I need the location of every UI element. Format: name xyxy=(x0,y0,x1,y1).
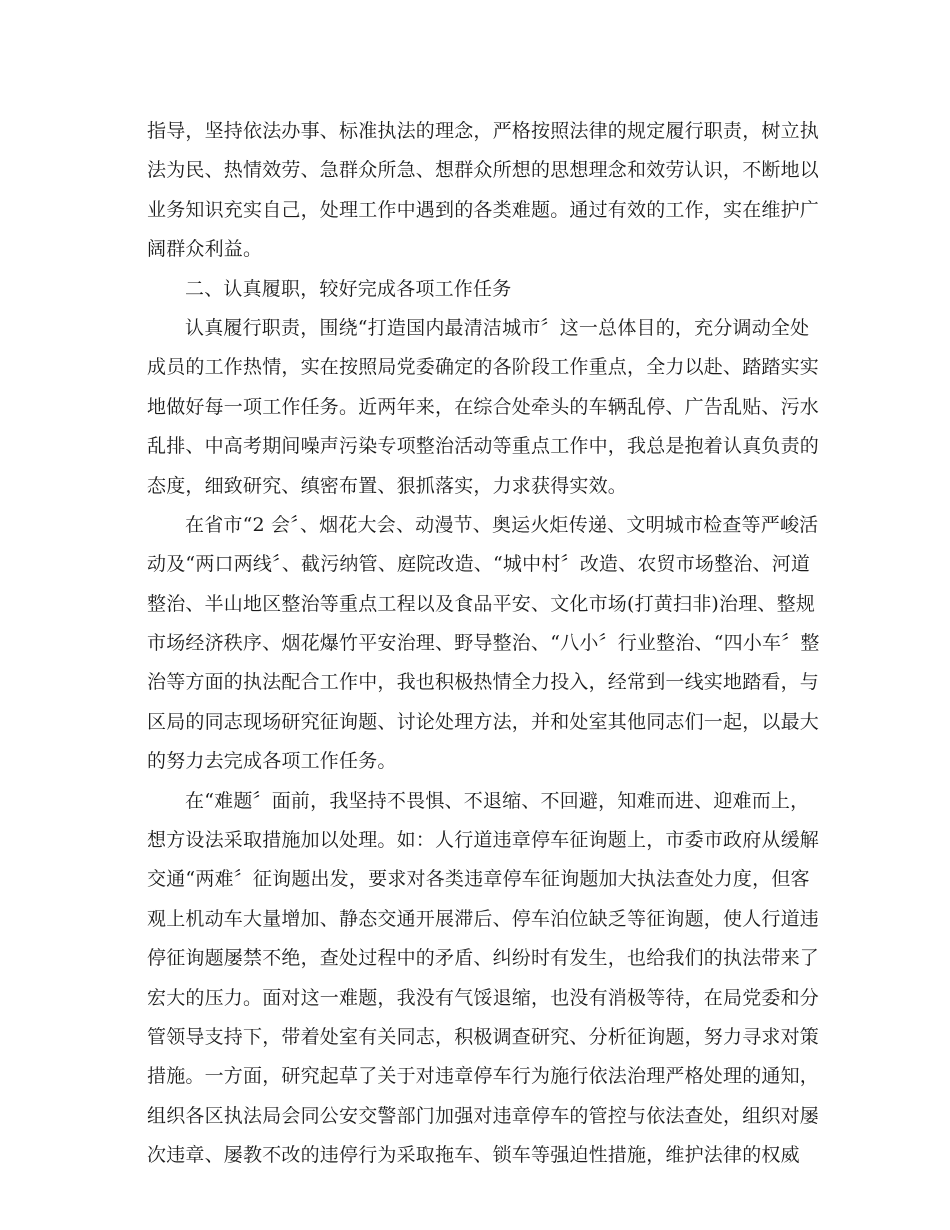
text-line: 地做好每一项工作任务。近两年来，在综合处牵头的车辆乱停、广告乱贴、污水 xyxy=(147,395,820,418)
text-line: 措施。一方面，研究起草了关于对违章停车行为施行依法治理严格处理的通知， xyxy=(147,1065,820,1088)
text-line: 想方设法采取措施加以处理。如：人行道违章停车征询题上，市委市政府从缓解 xyxy=(147,829,820,852)
body-text xyxy=(147,112,820,1176)
text-line: 组织各区执法局会同公安交警部门加强对违章停车的管控与依法查处，组织对屡 xyxy=(147,1104,820,1127)
text-line: 阔群众利益。 xyxy=(147,238,263,261)
text-line: 业务知识充实自己，处理工作中遇到的各类难题。通过有效的工作，实在维护广 xyxy=(147,198,820,221)
text-line: 宏大的压力。面对这一难题，我没有气馁退缩，也没有消极等待，在局党委和分 xyxy=(147,986,820,1009)
text-line: 乱排、中高考期间噪声污染专项整治活动等重点工作中，我总是抱着认真负责的 xyxy=(147,435,820,458)
text-line: 治等方面的执法配合工作中，我也积极热情全力投入，经常到一线实地踏看，与 xyxy=(147,671,820,694)
text-line: 观上机动车大量增加、静态交通开展滞后、停车泊位缺乏等征询题，使人行道违 xyxy=(147,907,820,930)
text-line: 在省市“2 会〞、烟花大会、动漫节、奥运火炬传递、文明城市检查等严峻活 xyxy=(185,513,819,536)
text-line: 的努力去完成各项工作任务。 xyxy=(147,750,397,773)
text-line: 管领导支持下，带着处室有关同志，积极调查研究、分析征询题，努力寻求对策 xyxy=(147,1025,820,1048)
text-line: 停征询题屡禁不绝，查处过程中的矛盾、纠纷时有发生，也给我们的执法带来了 xyxy=(147,947,820,970)
text-line: 认真履行职责，围绕“打造国内最清洁城市〞这一总体目的，充分调动全处 xyxy=(185,316,810,339)
text-line: 指导，坚持依法办事、标准执法的理念，严格按照法律的规定履行职责，树立执 xyxy=(147,120,820,142)
text-line: 态度，细致研究、缜密布置、狠抓落实，力求获得实效。 xyxy=(147,474,628,497)
text-line: 成员的工作热情，实在按照局党委确定的各阶段工作重点，全力以赴、踏踏实实 xyxy=(147,356,820,379)
text-line: 次违章、屡教不改的违停行为采取拖车、锁车等强迫性措施，维护法律的权威 xyxy=(147,1144,800,1167)
text-line: 整治、半山地区整治等重点工程以及食品平安、文化市场(打黄扫非)治理、整规 xyxy=(147,592,816,615)
text-line: 动及“两口两线〞、截污纳管、庭院改造、“城中村〞改造、农贸市场整治、河道 xyxy=(147,553,811,576)
text-line: 在“难题〞面前，我坚持不畏惧、不退缩、不回避，知难而进、迎难而上， xyxy=(185,789,810,812)
text-line: 交通“两难〞征询题出发，要求对各类违章停车征询题加大执法查处力度，但客 xyxy=(147,868,810,891)
text-line: 区局的同志现场研究征询题、讨论处理方法，并和处室其他同志们一起，以最大 xyxy=(147,710,820,733)
text-line: 市场经济秩序、烟花爆竹平安治理、野导整治、“八小〞行业整治、“四小车〞整 xyxy=(147,632,820,655)
text-line: 二、认真履职，较好完成各项工作任务 xyxy=(185,277,512,300)
text-line: 法为民、热情效劳、急群众所急、想群众所想的思想理念和效劳认识，不断地以 xyxy=(147,159,820,182)
